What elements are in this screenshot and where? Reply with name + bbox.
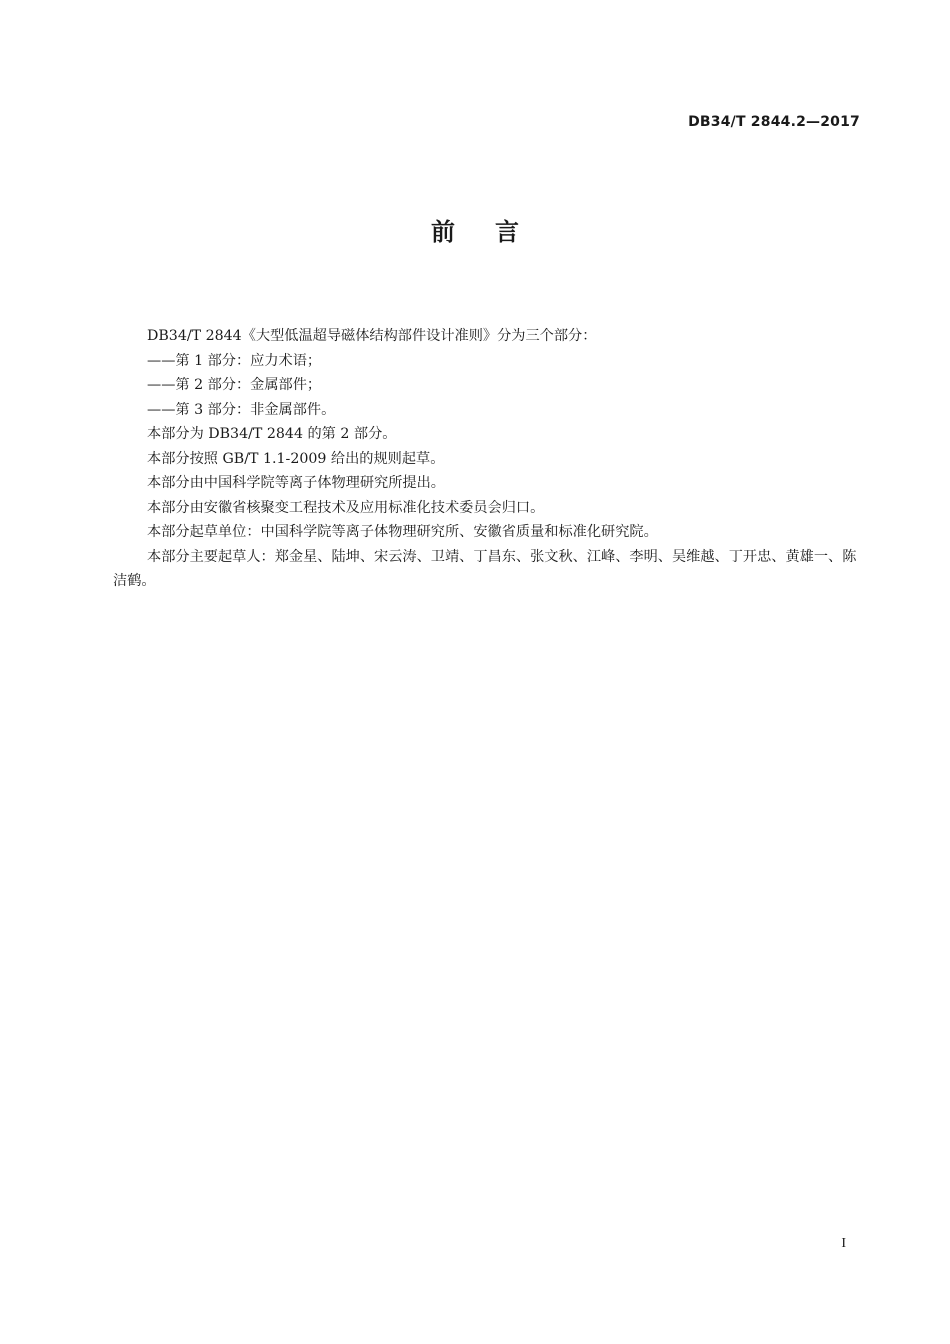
- page-title: 前言: [431, 218, 559, 246]
- foreword-body: [113, 324, 861, 594]
- paragraph-part-1: ——第 1 部分：应力术语；: [147, 352, 322, 369]
- paragraph-intro: DB34/T 2844《大型低温超导磁体结构部件设计准则》分为三个部分：: [147, 328, 597, 344]
- paragraph-part-3: ——第 3 部分：非金属部件。: [147, 401, 336, 418]
- paragraph-part-2: ——第 2 部分：金属部件；: [147, 377, 322, 393]
- paragraph-drafting-units: 本部分起草单位：中国科学院等离子体物理研究所、安徽省质量和标准化研究院。: [147, 524, 658, 540]
- document-code: DB34/T 2844.2—2017: [688, 114, 860, 130]
- page-number: I: [841, 1236, 846, 1251]
- paragraph-this-part: 本部分为 DB34/T 2844 的第 2 部分。: [147, 426, 397, 442]
- paragraph-drafting-rules: 本部分按照 GB/T 1.1-2009 给出的规则起草。: [147, 450, 445, 467]
- paragraph-committee: 本部分由安徽省核聚变工程技术及应用标准化技术委员会归口。: [147, 499, 545, 516]
- paragraph-drafters: 本部分主要起草人：郑金星、陆坤、宋云涛、卫靖、丁昌东、张文秋、江峰、李明、吴维越、丁开忠、黄雄一、陈洁鹤。: [113, 548, 857, 589]
- paragraph-proposer: 本部分由中国科学院等离子体物理研究所提出。: [147, 475, 445, 491]
